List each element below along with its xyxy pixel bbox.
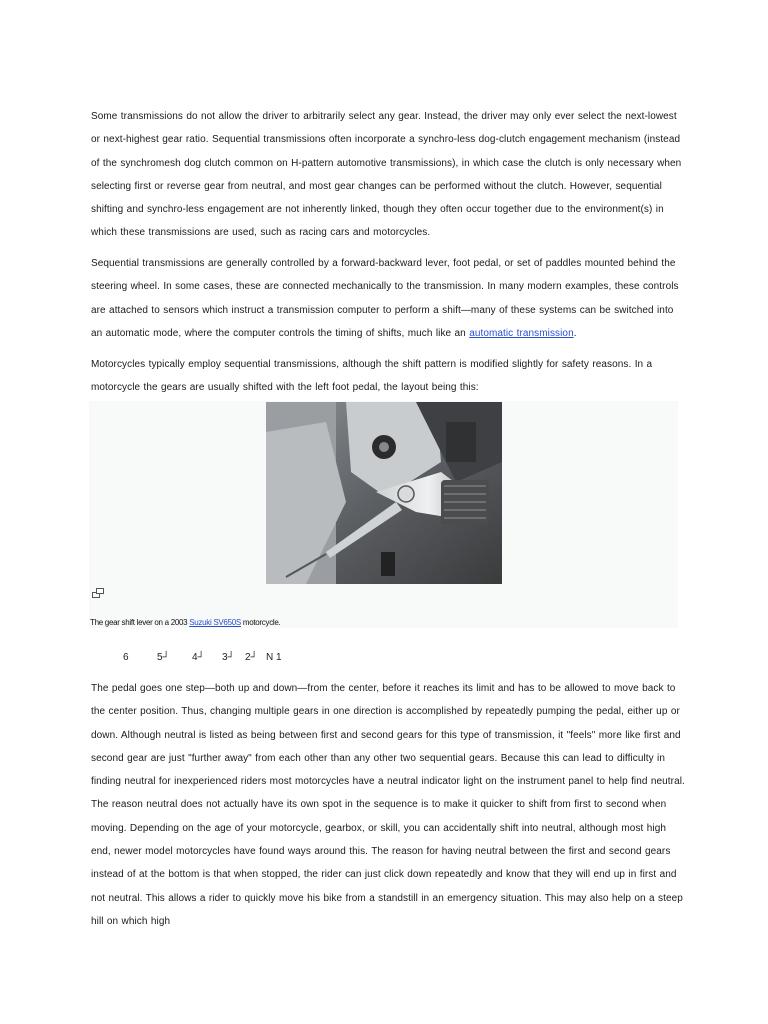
gear-4: 4┘ xyxy=(192,652,205,663)
gear-shift-lever-photo[interactable] xyxy=(266,402,502,584)
paragraph-motorcycles: Motorcycles typically employ sequential transmissions, although the shift pattern is modified slightly for safety reasons. In a motorcycle the gears are usually shifted with the left foot pedal, the layout being this: xyxy=(91,359,653,394)
caption-text: The gear shift lever on a 2003 xyxy=(90,618,190,627)
paragraph-controls-end: . xyxy=(573,327,577,339)
automatic-transmission-link[interactable]: automatic transmission xyxy=(469,327,574,339)
paragraph-pedal: The pedal goes one step—both up and down—from the center, before it reaches its limit and has to be allowed to move back to the center position. Thus, changing multiple gears in one direction is accomplished by repeatedly pumping the pedal, either up or down. Although neutral is listed as being between first and second gears for this type of transmission, it "feels" more like first and second gear are just "further away" from each other than any other two sequential gears. Because this can lead to difficulty in finding neutral for inexperienced riders most motorcycles have a neutral indicator light on the instrument panel to help find neutral. The reason neutral does not actually have its own spot in the sequence is to make it quicker to shift from first to second when moving. Depending on the age of your motorcycle, gearbox, or skill, you can accidentally shift into neutral, although most high end, newer model motorcycles have found ways around this. The reason for having neutral between the first and second gears instead of at the bottom is that when stopped, the rider can just click down repeatedly and know that they will end up in first and not neutral. This allows a rider to quickly move his bike from a standstill in an emergency situation. This may also help on a steep hill on which high xyxy=(91,683,685,927)
gear-neutral-1: N 1 xyxy=(266,652,282,663)
figure-thumbnail xyxy=(89,401,678,628)
paragraph-controls-text: Sequential transmissions are generally controlled by a forward-backward lever, foot pedal, or set of paddles mounted behind the steering wheel. In some cases, these are connected mechanically to the transmission. In many modern examples, these controls are attached to sensors which instruct a transmission computer to perform a shift—many of these systems can be switched into an automatic mode, where the computer controls the timing of shifts, much like an xyxy=(91,258,679,339)
figure-caption xyxy=(90,618,280,627)
magnify-clip-icon[interactable] xyxy=(92,588,104,598)
gear-3: 3┘ xyxy=(222,652,235,663)
paragraph-intro: Some transmissions do not allow the driver to arbitrarily select any gear. Instead, the driver may only ever select the next-lowest or next-highest gear ratio. Sequential transmissions often incorporate a synchro-less dog-clutch engagement mechanism (instead of the synchromesh dog clutch common on H-pattern automotive transmissions), in which case the clutch is only necessary when selecting first or reverse gear from neutral, and most gear changes can be performed without the clutch. However, sequential shifting and synchro-less engagement are not inherently linked, though they often occur together due to the environment(s) in which these transmissions are used, such as racing cars and motorcycles. xyxy=(91,111,682,239)
suzuki-sv650s-link[interactable]: Suzuki SV650S xyxy=(189,618,241,627)
caption-end: motorcycle. xyxy=(240,618,281,627)
gear-5: 5┘ xyxy=(157,652,170,663)
paragraph-controls xyxy=(91,252,686,345)
gear-6: 6 xyxy=(123,652,129,663)
gear-2: 2┘ xyxy=(245,652,258,663)
